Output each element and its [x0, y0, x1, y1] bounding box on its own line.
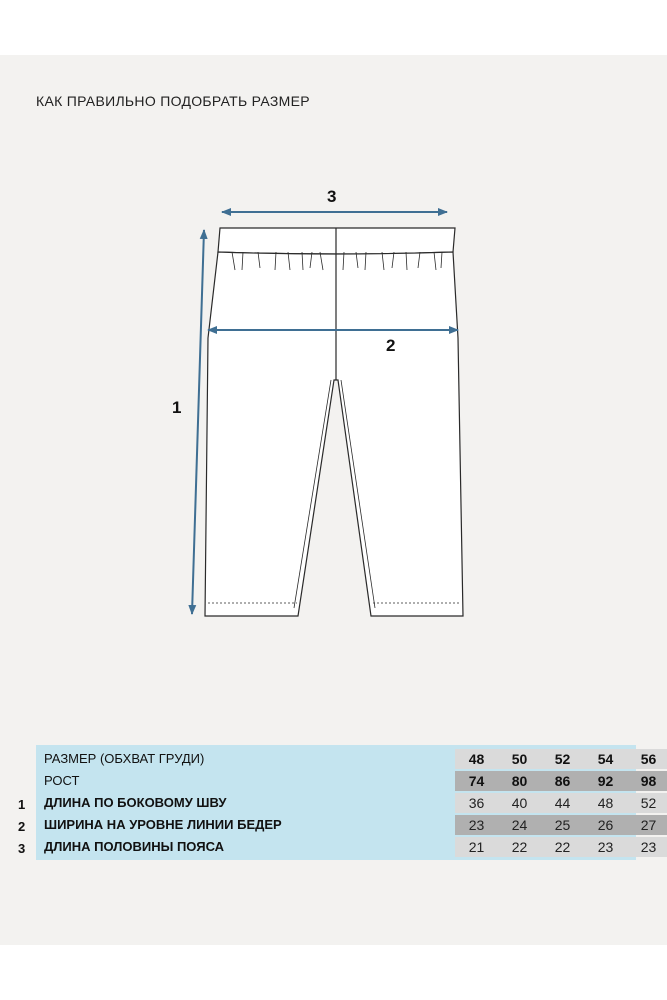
- table-cell: 44: [541, 793, 584, 813]
- dimension-label-2: 2: [386, 336, 396, 355]
- dimension-label-1: 1: [172, 398, 182, 417]
- table-cell: 23: [455, 815, 498, 835]
- table-cell: 23: [584, 837, 627, 857]
- table-cell: 56: [627, 749, 667, 769]
- table-cell: 54: [584, 749, 627, 769]
- row-label-height: РОСТ: [44, 773, 80, 788]
- row-number-2: 2: [18, 819, 26, 834]
- table-cell: 74: [455, 771, 498, 791]
- table-cell: 21: [455, 837, 498, 857]
- table-cell: 50: [498, 749, 541, 769]
- table-cell: 24: [498, 815, 541, 835]
- row-label-waist-half: ДЛИНА ПОЛОВИНЫ ПОЯСА: [44, 839, 225, 854]
- table-cell: 98: [627, 771, 667, 791]
- table-row: [36, 815, 657, 835]
- row-number-1: 1: [18, 797, 26, 812]
- table-cell: 92: [584, 771, 627, 791]
- table-row: [36, 793, 657, 813]
- pants-outline: [205, 228, 463, 616]
- table-cell: 52: [627, 793, 667, 813]
- table-row: [36, 749, 657, 769]
- row-label-size: РАЗМЕР (ОБХВАТ ГРУДИ): [44, 751, 205, 766]
- table-row: [36, 771, 657, 791]
- table-cell: 22: [498, 837, 541, 857]
- table-cell: 23: [627, 837, 667, 857]
- row-label-hip-width: ШИРИНА НА УРОВНЕ ЛИНИИ БЕДЕР: [44, 817, 282, 832]
- row-label-side-seam: ДЛИНА ПО БОКОВОМУ ШВУ: [44, 795, 227, 810]
- table-cell: 26: [584, 815, 627, 835]
- table-cell: 80: [498, 771, 541, 791]
- table-cell: 25: [541, 815, 584, 835]
- size-table: [36, 745, 657, 860]
- table-cell: 36: [455, 793, 498, 813]
- table-cell: 27: [627, 815, 667, 835]
- row-number-3: 3: [18, 841, 26, 856]
- arrow-1-side: [192, 230, 204, 614]
- table-cell: 40: [498, 793, 541, 813]
- table-cell: 48: [584, 793, 627, 813]
- table-cell: 52: [541, 749, 584, 769]
- table-cell: 22: [541, 837, 584, 857]
- table-cell: 48: [455, 749, 498, 769]
- table-cell: 86: [541, 771, 584, 791]
- page-title: КАК ПРАВИЛЬНО ПОДОБРАТЬ РАЗМЕР: [36, 93, 310, 109]
- table-row: [36, 837, 657, 857]
- dimension-label-3: 3: [327, 187, 337, 206]
